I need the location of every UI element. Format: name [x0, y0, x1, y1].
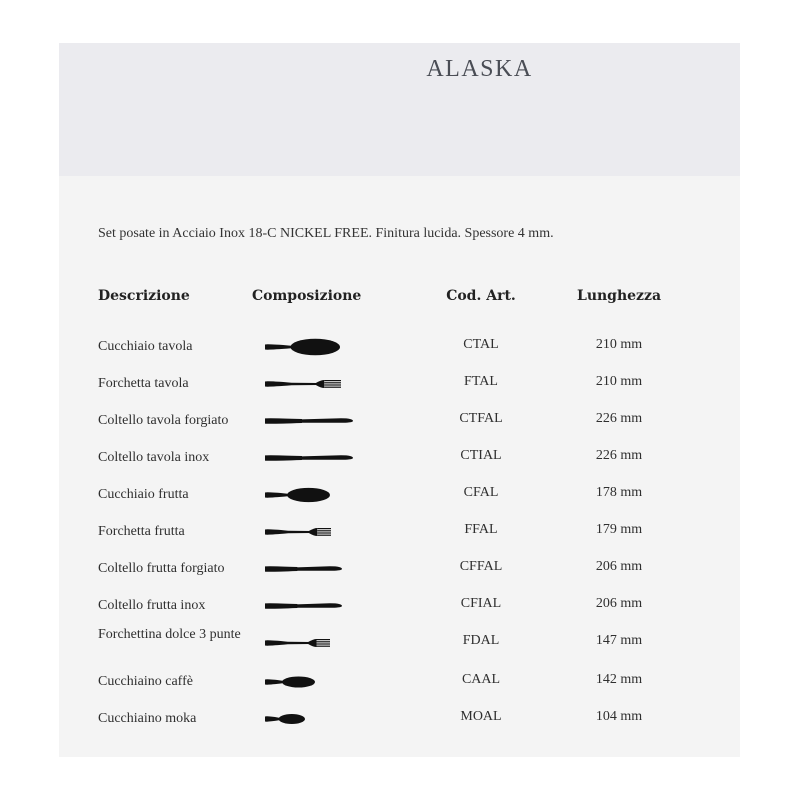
row-code: FDAL: [462, 633, 500, 648]
row-composition: [264, 403, 354, 440]
row-description: Forchetta tavola: [98, 376, 189, 391]
row-composition: [264, 514, 354, 551]
table-row: [59, 329, 740, 366]
spoon-icon: [264, 664, 354, 701]
row-composition: [264, 477, 354, 514]
row-length: 104 mm: [595, 709, 643, 724]
row-length: 206 mm: [595, 559, 643, 574]
knife-icon: [264, 440, 354, 477]
spoon-icon: [264, 701, 354, 738]
row-code: CFIAL: [460, 596, 502, 611]
row-length: 226 mm: [595, 411, 643, 426]
spoon-icon: [264, 329, 354, 366]
header-banner: [59, 43, 740, 176]
column-header-descrizione: Descrizione: [98, 288, 190, 304]
column-header-composizione: Composizione: [252, 288, 362, 304]
row-composition: [264, 551, 354, 588]
row-length: 147 mm: [595, 633, 643, 648]
fork-icon: [264, 514, 354, 551]
row-code: CFAL: [463, 485, 499, 500]
row-code: CTIAL: [460, 448, 502, 463]
row-length: 178 mm: [595, 485, 643, 500]
row-composition: [264, 664, 354, 701]
row-code: CFFAL: [459, 559, 503, 574]
row-description: Coltello tavola forgiato: [98, 413, 229, 428]
fork-icon: [264, 366, 354, 403]
page-title: ALASKA: [426, 56, 533, 82]
table-row: [59, 551, 740, 588]
table-row: [59, 701, 740, 738]
row-code: FFAL: [464, 522, 498, 537]
table-row: [59, 366, 740, 403]
row-length: 210 mm: [595, 337, 643, 352]
product-description: Set posate in Acciaio Inox 18-C NICKEL FREE. Finitura lucida. Spessore 4 mm.: [98, 226, 554, 241]
fork-icon: [264, 625, 354, 662]
row-code: CAAL: [461, 672, 501, 687]
row-code: CTAL: [463, 337, 499, 352]
row-description: Forchetta frutta: [98, 524, 185, 539]
row-composition: [264, 440, 354, 477]
column-header-codice: Cod. Art.: [446, 288, 516, 304]
row-description: Forchettina dolce 3 punte: [98, 627, 241, 642]
row-code: FTAL: [464, 374, 498, 389]
column-header-lunghezza: Lunghezza: [576, 288, 662, 304]
row-length: 210 mm: [595, 374, 643, 389]
row-length: 226 mm: [595, 448, 643, 463]
row-code: MOAL: [460, 709, 502, 724]
spoon-icon: [264, 477, 354, 514]
table-row: [59, 403, 740, 440]
row-composition: [264, 329, 354, 366]
row-composition: [264, 366, 354, 403]
row-composition: [264, 588, 354, 625]
row-description: Cucchiaio tavola: [98, 339, 193, 354]
table-row: [59, 625, 740, 662]
row-description: Cucchiaino caffè: [98, 674, 193, 689]
row-description: Coltello tavola inox: [98, 450, 210, 465]
row-code: CTFAL: [459, 411, 503, 426]
row-description: Coltello frutta forgiato: [98, 561, 225, 576]
table-row: [59, 588, 740, 625]
row-description: Cucchiaio frutta: [98, 487, 189, 502]
row-composition: [264, 701, 354, 738]
table-row: [59, 477, 740, 514]
row-description: Cucchiaino moka: [98, 711, 197, 726]
row-composition: [264, 625, 354, 662]
table-row: [59, 440, 740, 477]
product-card: [59, 43, 740, 757]
row-length: 179 mm: [595, 522, 643, 537]
knife-icon: [264, 588, 354, 625]
knife-icon: [264, 551, 354, 588]
row-length: 206 mm: [595, 596, 643, 611]
knife-icon: [264, 403, 354, 440]
row-description: Coltello frutta inox: [98, 598, 206, 613]
table-row: [59, 664, 740, 701]
row-length: 142 mm: [595, 672, 643, 687]
table-row: [59, 514, 740, 551]
